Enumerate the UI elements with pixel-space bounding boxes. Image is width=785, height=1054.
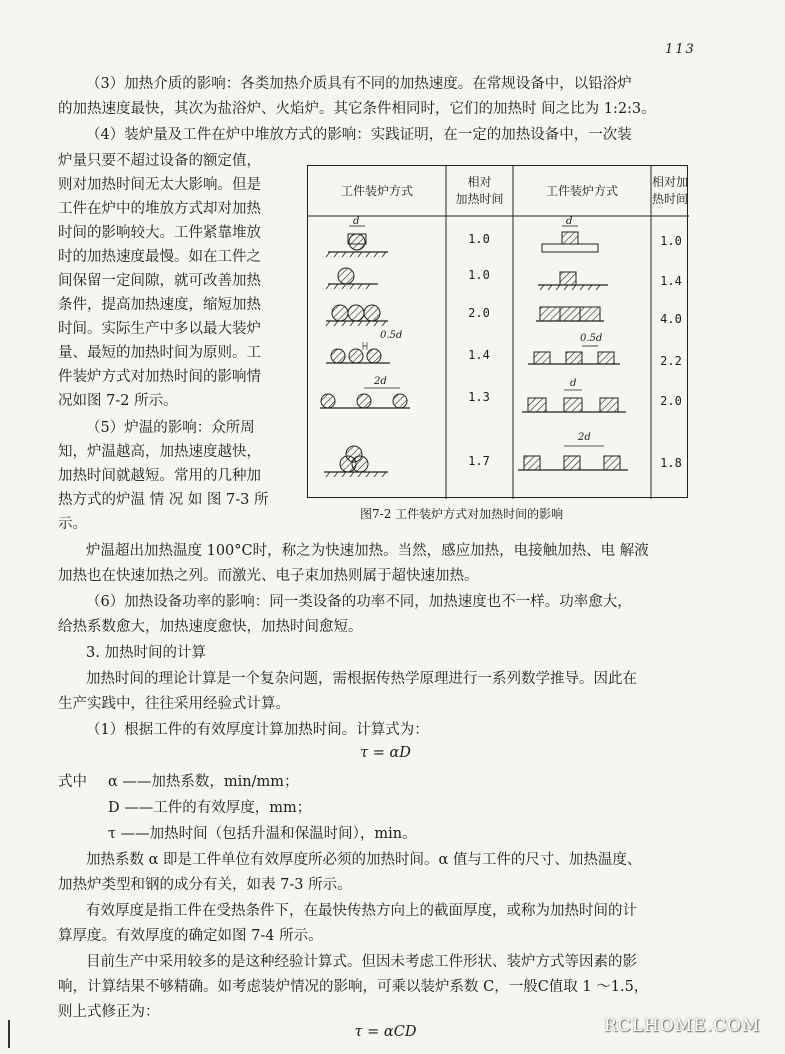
left-diagram-3 (326, 305, 388, 326)
left-value-6: 1.7 (468, 454, 490, 468)
dim-label-d-right: d (566, 216, 573, 227)
page-number: 113 (665, 42, 696, 57)
def-D: D ——工件的有效厚度，mm； (108, 800, 312, 816)
col4-header-line2: 热时间 (651, 192, 688, 206)
left-value-2: 1.0 (468, 268, 490, 282)
para3-line2: 的加热速度最快，其次为盐浴炉、火焰炉。其它条件相同时，它们的加热时 间之比为 1:2:3。 (58, 101, 656, 117)
para4-narrow-9: 量、最短的加热时间为原则。工 (58, 345, 261, 361)
formula-1: τ = αD (360, 745, 411, 761)
table-diagram (308, 166, 689, 499)
section-3-title: 3. 加热时间的计算 (86, 645, 206, 661)
dim-label-2d-left: 2d (374, 376, 387, 387)
def-tau: τ ——加热时间（包括升温和保温时间），min。 (108, 826, 417, 842)
para6-line2: 给热系数愈大，加热速度愈快，加热时间愈短。 (58, 619, 363, 635)
right-diagram-1 (542, 226, 598, 252)
alpha-para-line2: 加热炉类型和钢的成分有关，如表 7-3 所示。 (58, 877, 352, 893)
right-diagram-6 (518, 446, 628, 470)
right-value-3: 4.0 (660, 312, 682, 326)
thickness-para-line1: 有效厚度是指工件在受热条件下，在最快传热方向上的截面厚度，或称为加热时间的计 (86, 903, 637, 919)
dim-label-halfd-left: 0.5d (380, 330, 403, 341)
def-alpha: α ——加热系数，min/mm； (108, 774, 299, 790)
right-diagram-5 (522, 390, 626, 412)
formula-2: τ = αCD (354, 1024, 417, 1040)
para4-narrow-8: 时间。实际生产中多以最大装炉 (58, 321, 261, 337)
right-value-1: 1.0 (660, 234, 682, 248)
current-para-line3: 则上式修正为： (58, 1004, 160, 1020)
para5-cont-1: 炉温超出加热温度 100°C时，称之为快速加热。当然，感应加热，电接触加热、电 解液 (86, 543, 649, 559)
right-value-6: 1.8 (660, 456, 682, 470)
sec3-para-line1: 加热时间的理论计算是一个复杂问题，需根据传热学原理进行一系列数学推导。因此在 (86, 671, 637, 687)
right-diagram-3 (536, 307, 604, 321)
margin-mark (8, 1020, 10, 1048)
dim-label-halfd-right: 0.5d (580, 333, 603, 344)
left-diagram-1 (326, 226, 388, 257)
left-value-3: 2.0 (468, 306, 490, 320)
thickness-para-line2: 算厚度。有效厚度的确定如图 7-4 所示。 (58, 928, 323, 944)
left-diagram-5 (320, 388, 410, 408)
para5-narrow-2: 知，炉温越高，加热速度越快， (58, 444, 261, 460)
para4-narrow-5: 时的加热速度最慢。如在工件之 (58, 249, 261, 265)
col1-header: 工件装炉方式 (340, 184, 413, 198)
figure-caption: 图7-2 工件装炉方式对加热时间的影响 (360, 507, 564, 521)
para5-narrow-3: 加热时间就越短。常用的几种加 (58, 468, 261, 484)
left-value-4: 1.4 (468, 348, 490, 362)
dim-label-d-left: d (353, 216, 360, 227)
right-value-2: 1.4 (660, 274, 682, 288)
left-diagram-2 (326, 268, 378, 289)
alpha-para-line1: 加热系数 α 即是工件单位有效厚度所必须的加热时间。α 值与工件的尺寸、加热温度、 (86, 852, 642, 868)
para4-narrow-6: 间保留一定间隙，就可改善加热 (58, 273, 261, 289)
left-value-5: 1.3 (468, 390, 490, 404)
para6-line1: （6）加热设备功率的影响：同一类设备的功率不同，加热速度也不一样。功率愈大， (86, 594, 632, 610)
col2-header-line2: 加热时间 (455, 192, 504, 206)
para4-narrow-2: 则对加热时间无太大影响。但是 (58, 177, 261, 193)
watermark: RCLHOME.COM (604, 1016, 761, 1036)
dim-label-2d-right: 2d (578, 432, 591, 443)
para4-narrow-11: 况如图 7-2 所示。 (58, 393, 178, 409)
current-para-line1: 目前生产中采用较多的是这种经验计算式。但因未考虑工件形状、装炉方式等因素的影 (86, 954, 637, 970)
col2-header-line1: 相对 (467, 175, 492, 189)
left-value-1: 1.0 (468, 232, 490, 246)
right-value-4: 2.2 (660, 354, 682, 368)
para4-narrow-1: 炉量只要不超过设备的额定值， (58, 153, 261, 169)
col4-header-line1: 相对加 (651, 175, 688, 189)
current-para-line2: 响，计算结果不够精确。如考虑装炉情况的影响，可乘以装炉系数 C，一般C值取 1 ～1.5， (58, 979, 649, 995)
right-value-5: 2.0 (660, 394, 682, 408)
para3-line1: （3）加热介质的影响：各类加热介质具有不同的加热速度。在常规设备中，以铅浴炉 (86, 76, 632, 92)
col3-header: 工件装炉方式 (545, 184, 618, 198)
para4-narrow-10: 件装炉方式对加热时间的影响情 (58, 369, 261, 385)
loading-method-table (307, 165, 688, 498)
right-diagram-4 (528, 346, 620, 364)
para5-cont-2: 加热也在快速加热之列。而激光、电子束加热则属于超快速加热。 (58, 568, 479, 584)
para4-line1: （4）装炉量及工件在炉中堆放方式的影响：实践证明，在一定的加热设备中，一次装 (86, 127, 632, 143)
dim-label-d-right-2: d (570, 378, 577, 389)
para5-narrow-4: 热方式的炉温 情 况 如 图 7-3 所 (58, 492, 269, 508)
sec3-para-line2: 生产实践中，往往采用经验式计算。 (58, 696, 290, 712)
para4-narrow-3: 工件在炉中的堆放方式却对加热 (58, 201, 261, 217)
sec3-1-line: （1）根据工件的有效厚度计算加热时间。计算式为： (86, 722, 429, 738)
left-diagram-4 (326, 342, 390, 363)
defs-label: 式中 (58, 774, 87, 790)
para5-narrow-5: 示。 (58, 516, 87, 532)
left-diagram-6 (324, 446, 388, 477)
right-diagram-2 (538, 272, 608, 290)
para4-narrow-7: 条件，提高加热速度，缩短加热 (58, 297, 261, 313)
para5-narrow-1: （5）炉温的影响：众所周 (86, 420, 255, 436)
para4-narrow-4: 时间的影响较大。工件紧靠堆放 (58, 225, 261, 241)
